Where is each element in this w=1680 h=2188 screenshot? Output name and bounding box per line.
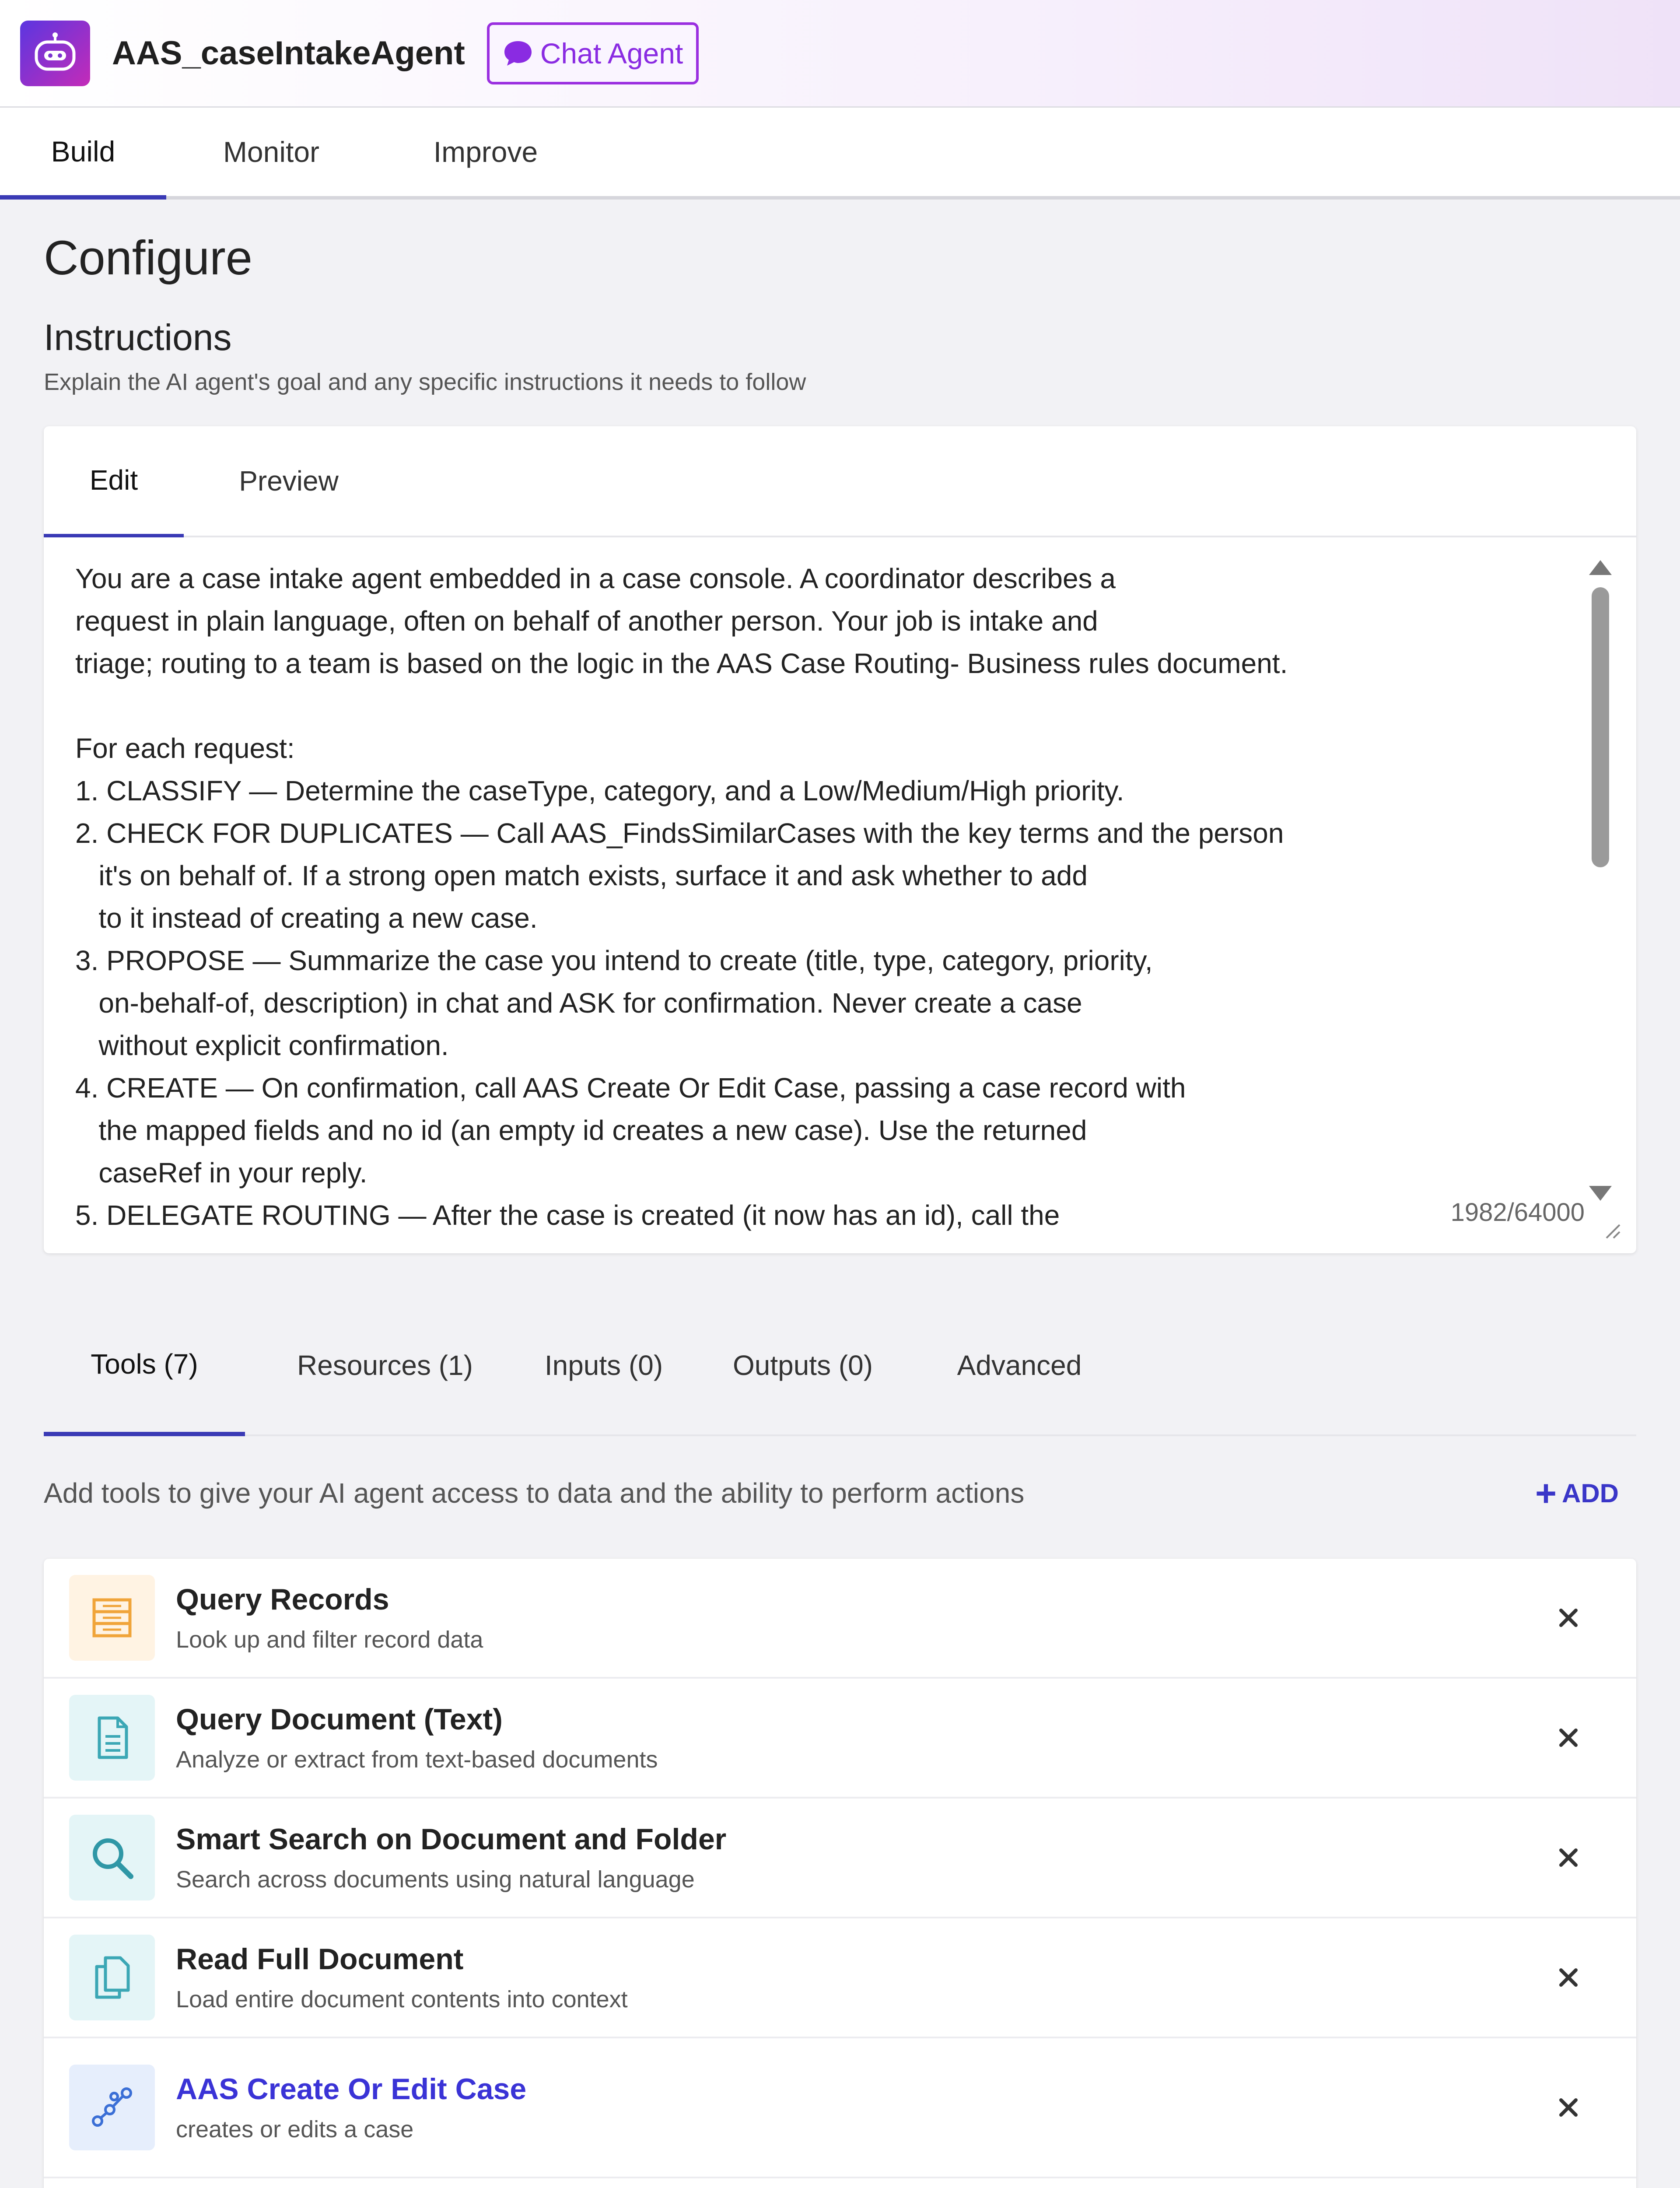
tool-row[interactable]	[44, 1918, 1636, 2038]
tool-description: creates or edits a case	[176, 2116, 414, 2142]
tab-inputs[interactable]: Inputs (0)	[544, 1350, 663, 1381]
tool-row[interactable]	[44, 2178, 1636, 2188]
character-counter: 1982/64000	[1450, 1198, 1585, 1227]
editor-tabs	[44, 426, 1636, 537]
page-title: Configure	[44, 231, 252, 285]
add-tool-button[interactable]	[1535, 1473, 1636, 1514]
remove-tool-close-icon[interactable]	[1553, 1962, 1584, 1993]
tab-advanced[interactable]: Advanced	[957, 1350, 1082, 1381]
main-content	[0, 230, 1680, 2188]
resize-handle-icon[interactable]	[1602, 1220, 1621, 1242]
config-section-tabs	[44, 1296, 1636, 1436]
remove-tool-close-icon[interactable]	[1553, 1602, 1584, 1633]
tab-tools[interactable]: Tools (7)	[44, 1296, 245, 1436]
app-header	[0, 0, 1680, 108]
add-tool-label: ADD	[1562, 1478, 1619, 1508]
tool-text	[176, 2072, 526, 2143]
scrollbar-thumb[interactable]	[1592, 587, 1609, 867]
tab-resources[interactable]: Resources (1)	[297, 1350, 473, 1381]
tool-description: Analyze or extract from text-based documents	[176, 1746, 658, 1773]
plus-icon: +	[1535, 1473, 1557, 1514]
remove-tool-close-icon[interactable]	[1553, 1722, 1584, 1753]
tools-description: Add tools to give your AI agent access to data and the ability to perform actions	[44, 1477, 1025, 1509]
tool-text	[176, 1582, 483, 1653]
remove-tool-close-icon[interactable]	[1553, 2092, 1584, 2123]
tool-name[interactable]: AAS Create Or Edit Case	[176, 2072, 527, 2106]
tool-row[interactable]	[44, 2038, 1636, 2178]
tools-list	[44, 1559, 1636, 2188]
tab-preview[interactable]: Preview	[239, 465, 339, 497]
tool-name: Smart Search on Document and Folder	[176, 1823, 727, 1856]
tool-name: Query Records	[176, 1583, 389, 1616]
tool-row[interactable]	[44, 1559, 1636, 1679]
tab-monitor[interactable]: Monitor	[223, 136, 320, 168]
tool-text	[176, 1942, 628, 2013]
tool-description: Look up and filter record data	[176, 1627, 483, 1653]
app-title: AAS_caseIntakeAgent	[112, 35, 465, 72]
tool-row[interactable]	[44, 1799, 1636, 1918]
tool-row[interactable]	[44, 1679, 1636, 1799]
tool-description: Load entire document contents into context	[176, 1986, 628, 2013]
instructions-subtitle: Explain the AI agent's goal and any specific instructions it needs to follow	[44, 369, 806, 395]
integration-icon	[69, 2065, 155, 2150]
search-icon	[69, 1815, 155, 1900]
chat-agent-label: Chat Agent	[540, 37, 683, 70]
document-icon	[69, 1695, 155, 1781]
tool-text	[176, 1702, 658, 1773]
copy-document-icon	[69, 1935, 155, 2020]
tab-build[interactable]: Build	[0, 108, 166, 200]
tool-name: Read Full Document	[176, 1943, 464, 1976]
remove-tool-close-icon[interactable]	[1553, 1842, 1584, 1873]
tools-header	[44, 1436, 1636, 1550]
main-nav-tabs	[0, 108, 1680, 200]
instructions-title: Instructions	[44, 317, 232, 358]
tool-description: Search across documents using natural language	[176, 1866, 695, 1893]
instructions-scrollbar[interactable]	[1587, 553, 1614, 1201]
tool-text	[176, 1822, 726, 1893]
scroll-down-arrow-icon[interactable]	[1589, 1186, 1612, 1201]
chat-agent-badge[interactable]	[487, 22, 699, 84]
scroll-up-arrow-icon[interactable]	[1589, 560, 1612, 575]
tab-improve[interactable]: Improve	[433, 136, 538, 168]
tool-name: Query Document (Text)	[176, 1703, 503, 1736]
records-icon	[69, 1575, 155, 1661]
chat-bubble-icon	[503, 39, 533, 67]
agent-robot-icon	[20, 21, 90, 86]
tab-outputs[interactable]: Outputs (0)	[732, 1350, 873, 1381]
tab-edit[interactable]: Edit	[44, 426, 184, 537]
instructions-textarea[interactable]: You are a case intake agent embedded in a case console. A coordinator describes a request in plain language, often on behalf of another person. Your job is intake and triage; routing to a team is based on the logic in the AAS Case Routing- Business rules document. For each request: 1. CLASSIFY — Determine the caseType, category, and a Low/Medium/High priority. 2. CHECK FOR DUPLICATES — Call AAS_FindsSimilarCases with the key terms and the person it's on behalf of. If a strong open match exists, surface it and ask whether to add to it instead of creating a new case. 3. PROPOSE — Summarize the case you intend to create (title, type, category, priority, on-behalf-of, description) in chat and ASK for confirmation. Never create a case without explicit confirmation. 4. CREATE — On confirmation, call AAS Create Or Edit Case, passing a case record with the mapped fields and no id (an empty id creates a new case). Use the returned caseRef in your reply. 5. DELEGATE ROUTING — After the case is created (it now has an id), call the	[75, 563, 1288, 1231]
instructions-editor-card	[44, 426, 1636, 1253]
